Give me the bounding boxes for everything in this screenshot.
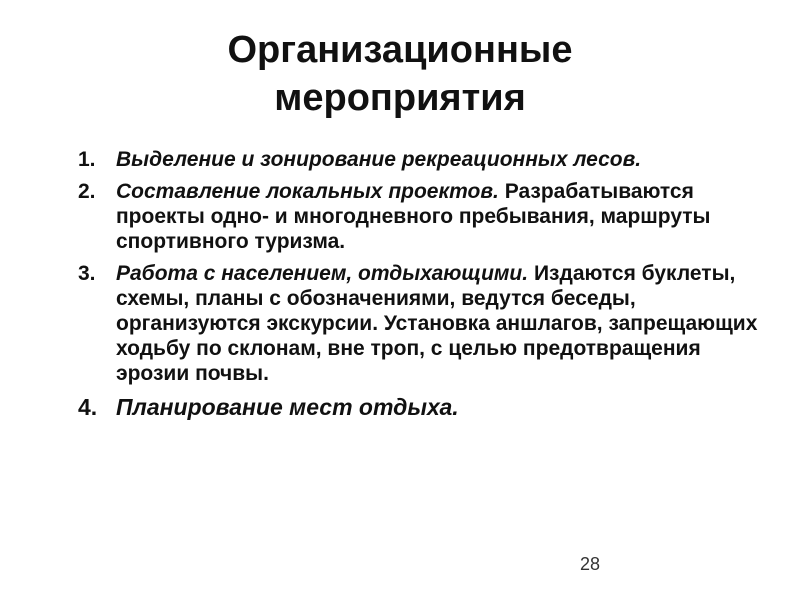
list-item-4 [78,393,768,421]
slide-title-line-2: мероприятия [274,77,526,119]
list-item-number: 3. [78,262,96,285]
list-item-2 [78,179,768,254]
list-item-body: Разрабатываются проекты одно- и многодневного пребывания, маршруты спортивного туризма. [116,180,711,253]
list-item-3 [78,261,768,386]
list-item-body: Издаются буклеты, схемы, планы с обозначениями, ведутся беседы, организуются экскурсии. Установка аншлагов, запрещающих ходьбу по склонам, вне троп, с целью предотвращения эрозии почвы. [116,262,758,385]
list-item-number: 4. [78,394,98,420]
list-item-heading: Составление локальных проектов. [116,180,499,203]
page-number: 28 [579,554,601,574]
list-item-number: 2. [78,180,96,203]
list-item-heading: Работа с населением, отдыхающими. [116,262,529,285]
list-item-heading: Планирование мест отдыха. [116,394,459,420]
slide-title [0,26,800,122]
slide-title-line-1: Организационные [227,29,573,71]
list-item-heading: Выделение и зонирование рекреационных лесов. [116,148,642,171]
list-item-number: 1. [78,148,96,171]
list-item-1 [78,147,768,172]
measures-list [78,147,768,428]
